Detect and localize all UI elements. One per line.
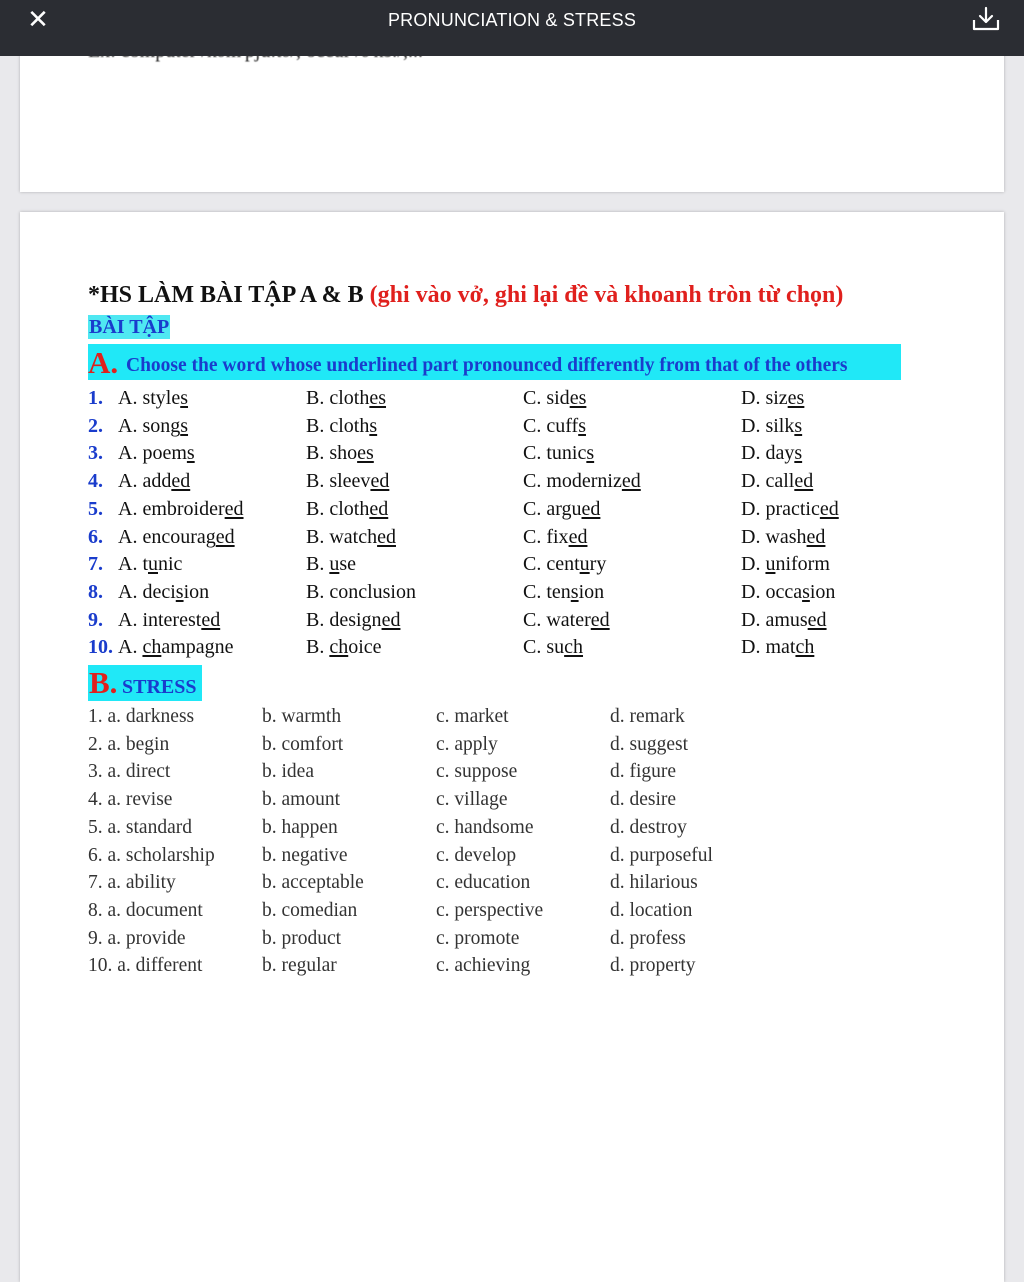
option-text: A. interest bbox=[118, 608, 202, 631]
underlined-part: ed bbox=[370, 470, 390, 493]
option-text: D. silk bbox=[741, 414, 795, 437]
stress-option[interactable]: b. idea bbox=[262, 761, 314, 783]
option-text: C. moderniz bbox=[523, 470, 622, 493]
option-text-suffix: se bbox=[339, 553, 357, 576]
option-text: B. sho bbox=[306, 442, 358, 465]
option-text: D. call bbox=[741, 470, 795, 493]
stress-option[interactable]: c. market bbox=[436, 706, 509, 727]
underlined-part: s bbox=[794, 414, 803, 437]
stress-option[interactable]: b. warmth bbox=[262, 706, 342, 727]
answer-option[interactable] bbox=[523, 415, 586, 438]
option-text: C. su bbox=[523, 636, 565, 659]
answer-option[interactable] bbox=[741, 387, 804, 410]
option-text: B. design bbox=[306, 608, 382, 631]
underlined-part: s bbox=[586, 442, 595, 465]
answer-option[interactable] bbox=[741, 553, 830, 576]
underlined-part: ed bbox=[224, 497, 244, 520]
underlined-part: ch bbox=[329, 636, 349, 659]
section-a-letter: A. bbox=[88, 345, 119, 380]
option-text: C. fix bbox=[523, 525, 569, 548]
stress-option[interactable]: 4. a. revise bbox=[88, 789, 173, 811]
stress-option[interactable]: d. profess bbox=[610, 927, 686, 949]
answer-option[interactable] bbox=[523, 442, 594, 465]
close-icon[interactable]: ✕ bbox=[27, 5, 49, 35]
option-text: C. ten bbox=[523, 580, 571, 603]
option-text: A. encourag bbox=[118, 525, 216, 548]
option-text: D. wash bbox=[741, 525, 807, 548]
stress-option[interactable]: b. amount bbox=[262, 789, 340, 811]
answer-option[interactable] bbox=[118, 581, 209, 604]
answer-option[interactable] bbox=[306, 387, 386, 410]
underlined-part: s bbox=[794, 442, 803, 465]
underlined-part: u bbox=[579, 553, 590, 576]
stress-option[interactable]: 8. a. document bbox=[88, 899, 203, 921]
answer-option[interactable] bbox=[741, 442, 802, 465]
underlined-part: ed bbox=[807, 608, 827, 631]
section-a-title: Choose the word whose underlined part pronounced differently from that of the others bbox=[126, 355, 848, 376]
underlined-part: ed bbox=[581, 497, 601, 520]
stress-option[interactable]: d. figure bbox=[610, 761, 677, 783]
stress-option[interactable]: d. suggest bbox=[610, 733, 688, 755]
option-text: B. cloth bbox=[306, 387, 370, 409]
exercise-label: BÀI TẬP bbox=[89, 316, 170, 338]
question-number: 8. bbox=[88, 580, 103, 603]
underlined-part: s bbox=[180, 387, 189, 409]
underlined-part: ed bbox=[171, 470, 191, 493]
underlined-part: s bbox=[175, 580, 184, 603]
stress-option[interactable]: c. achieving bbox=[436, 955, 531, 977]
underlined-part: ch bbox=[564, 636, 584, 659]
option-text: A. embroider bbox=[118, 497, 225, 520]
underlined-part: ed bbox=[806, 525, 826, 548]
stress-option[interactable]: d. hilarious bbox=[610, 872, 698, 894]
stress-option[interactable]: b. happen bbox=[262, 816, 338, 838]
underlined-part: s bbox=[186, 442, 195, 465]
answer-option[interactable] bbox=[306, 581, 416, 604]
stress-option[interactable]: c. handsome bbox=[436, 816, 534, 838]
option-text: D. amus bbox=[741, 608, 808, 631]
stress-option[interactable]: d. purposeful bbox=[610, 844, 713, 866]
option-text: C. cent bbox=[523, 553, 580, 576]
answer-option[interactable] bbox=[523, 636, 583, 659]
stress-option[interactable]: c. develop bbox=[436, 844, 517, 866]
answer-option[interactable] bbox=[306, 442, 374, 465]
section-b-letter: B. bbox=[89, 665, 118, 700]
option-text: B. cloth bbox=[306, 497, 370, 520]
answer-option[interactable] bbox=[306, 470, 389, 493]
answer-option[interactable] bbox=[118, 470, 190, 493]
answer-option[interactable] bbox=[306, 498, 388, 521]
stress-option[interactable]: d. location bbox=[610, 899, 693, 921]
stress-option[interactable]: 7. a. ability bbox=[88, 872, 176, 894]
underlined-part: ed bbox=[568, 525, 588, 548]
stress-option[interactable]: c. promote bbox=[436, 927, 520, 949]
stress-option[interactable]: c. suppose bbox=[436, 761, 518, 783]
underlined-part: s bbox=[570, 580, 579, 603]
answer-option[interactable] bbox=[118, 636, 234, 659]
answer-option[interactable] bbox=[118, 526, 235, 549]
option-text: C. sid bbox=[523, 387, 570, 409]
option-text-suffix: ion bbox=[809, 580, 836, 603]
question-number: 1. bbox=[88, 387, 103, 409]
section-a-banner bbox=[88, 344, 901, 380]
document-page-2 bbox=[20, 212, 1004, 1282]
option-text-suffix: ion bbox=[183, 580, 210, 603]
stress-option[interactable]: b. negative bbox=[262, 844, 348, 866]
underlined-part: ed bbox=[215, 525, 235, 548]
underlined-part: ch bbox=[795, 636, 815, 659]
answer-option[interactable] bbox=[741, 526, 825, 549]
stress-option[interactable]: 1. a. darkness bbox=[88, 706, 195, 727]
option-text-suffix: ion bbox=[578, 580, 605, 603]
option-text-suffix: nic bbox=[158, 553, 183, 576]
option-text-suffix: ry bbox=[589, 553, 607, 576]
answer-option[interactable] bbox=[741, 636, 814, 659]
answer-option[interactable] bbox=[741, 470, 813, 493]
option-text-suffix: oice bbox=[348, 636, 382, 659]
option-text: A. poem bbox=[118, 442, 187, 465]
stress-option[interactable]: b. acceptable bbox=[262, 872, 364, 894]
question-number: 4. bbox=[88, 470, 103, 493]
answer-option[interactable] bbox=[523, 498, 600, 521]
answer-option[interactable] bbox=[118, 609, 220, 632]
answer-option[interactable] bbox=[523, 470, 641, 493]
answer-option[interactable] bbox=[306, 553, 356, 576]
question-number: 3. bbox=[88, 442, 103, 465]
underlined-part: ed bbox=[377, 525, 396, 548]
answer-option[interactable] bbox=[741, 498, 839, 521]
underlined-part: ed bbox=[819, 497, 839, 520]
heading-red-text: (ghi vào vở, ghi lại đề và khoanh tròn từ chọn) bbox=[369, 282, 844, 308]
stress-option[interactable]: b. comfort bbox=[262, 733, 344, 755]
option-text: A. add bbox=[118, 470, 172, 493]
underlined-part: u bbox=[148, 553, 158, 576]
stress-option[interactable]: d. destroy bbox=[610, 816, 687, 838]
stress-option[interactable]: 6. a. scholarship bbox=[88, 844, 215, 866]
option-text: A. song bbox=[118, 414, 181, 437]
option-text: B. bbox=[306, 553, 330, 576]
app-title: PRONUNCIATION & STRESS bbox=[387, 10, 637, 30]
underlined-part: es bbox=[787, 387, 805, 409]
underlined-part: ed bbox=[369, 497, 389, 520]
stress-option[interactable]: 2. a. begin bbox=[88, 733, 170, 755]
answer-option[interactable] bbox=[306, 526, 396, 549]
heading-black-text: *HS LÀM BÀI TẬP A & B bbox=[88, 282, 364, 308]
stress-option[interactable]: b. product bbox=[262, 927, 342, 949]
option-text: B. sleev bbox=[306, 470, 371, 493]
option-text: C. argu bbox=[523, 497, 582, 520]
stress-option[interactable]: b. comedian bbox=[262, 899, 358, 921]
stress-option[interactable]: c. perspective bbox=[436, 899, 544, 921]
option-text: D. practic bbox=[741, 497, 820, 520]
underlined-part: s bbox=[578, 414, 586, 437]
section-b-banner bbox=[88, 665, 202, 701]
answer-option[interactable] bbox=[118, 415, 188, 438]
stress-option[interactable]: 10. a. different bbox=[88, 955, 203, 977]
answer-option[interactable] bbox=[523, 581, 604, 604]
underlined-part: ed bbox=[621, 470, 641, 493]
option-text-suffix: niform bbox=[775, 553, 830, 576]
option-text: B. conclusion bbox=[306, 580, 416, 603]
option-text: A. deci bbox=[118, 580, 176, 603]
stress-option[interactable]: 9. a. provide bbox=[88, 927, 186, 949]
question-number: 9. bbox=[88, 608, 103, 631]
underlined-part: ch bbox=[142, 636, 162, 659]
option-text: B. watch bbox=[306, 525, 378, 548]
underlined-part: es bbox=[569, 387, 587, 409]
option-text: C. water bbox=[523, 608, 591, 631]
option-text: D. occa bbox=[741, 580, 803, 603]
option-text: A. style bbox=[118, 387, 181, 409]
question-number: 6. bbox=[88, 525, 103, 548]
option-text: B. bbox=[306, 636, 330, 659]
underlined-part: es bbox=[357, 442, 374, 465]
stress-option[interactable]: d. property bbox=[610, 955, 696, 977]
option-text-suffix: ampagne bbox=[161, 636, 234, 659]
underlined-part: es bbox=[369, 387, 387, 409]
option-text: D. siz bbox=[741, 387, 788, 409]
underlined-part: s bbox=[802, 580, 810, 603]
question-number: 7. bbox=[88, 553, 103, 576]
answer-option[interactable] bbox=[523, 387, 586, 410]
answer-option[interactable] bbox=[118, 387, 188, 410]
answer-option[interactable] bbox=[306, 415, 377, 438]
answer-option[interactable] bbox=[306, 609, 400, 632]
answer-option[interactable] bbox=[523, 526, 587, 549]
underlined-part: s bbox=[369, 414, 378, 437]
answer-option[interactable] bbox=[741, 415, 802, 438]
option-text: D. day bbox=[741, 442, 795, 465]
stress-option[interactable]: d. desire bbox=[610, 789, 677, 811]
stress-option[interactable]: c. apply bbox=[436, 733, 498, 755]
underlined-part: s bbox=[180, 414, 189, 437]
question-number: 5. bbox=[88, 497, 103, 520]
option-text: C. cuff bbox=[523, 414, 579, 437]
answer-option[interactable] bbox=[523, 609, 610, 632]
question-number: 10. bbox=[88, 636, 113, 659]
question-number: 2. bbox=[88, 414, 103, 437]
option-text: A. t bbox=[118, 553, 148, 576]
option-text: D. bbox=[741, 553, 766, 576]
answer-option[interactable] bbox=[118, 442, 195, 465]
page-heading bbox=[88, 282, 843, 309]
answer-option[interactable] bbox=[306, 636, 382, 659]
answer-option[interactable] bbox=[118, 553, 182, 576]
underlined-part: ed bbox=[794, 470, 814, 493]
section-b-title: STRESS bbox=[122, 676, 197, 698]
answer-option[interactable] bbox=[118, 498, 244, 521]
option-text: D. mat bbox=[741, 636, 796, 659]
underlined-part: ed bbox=[381, 608, 401, 631]
answer-option[interactable] bbox=[523, 553, 606, 576]
underlined-part: u bbox=[329, 553, 340, 576]
underlined-part: u bbox=[765, 553, 776, 576]
stress-option[interactable]: b. regular bbox=[262, 955, 337, 977]
underlined-part: ed bbox=[590, 608, 610, 631]
option-text: C. tunic bbox=[523, 442, 587, 465]
answer-option[interactable] bbox=[741, 609, 827, 632]
option-text: A. bbox=[118, 636, 143, 659]
stress-option[interactable]: 3. a. direct bbox=[88, 761, 171, 783]
stress-option[interactable]: c. education bbox=[436, 872, 531, 894]
stress-option[interactable]: d. remark bbox=[610, 706, 685, 727]
answer-option[interactable] bbox=[741, 581, 835, 604]
download-icon[interactable] bbox=[970, 4, 1002, 34]
underlined-part: ed bbox=[201, 608, 221, 631]
top-bar bbox=[0, 0, 1024, 56]
option-text: B. cloth bbox=[306, 414, 370, 437]
stress-option[interactable]: c. village bbox=[436, 789, 508, 811]
stress-option[interactable]: 5. a. standard bbox=[88, 816, 192, 838]
